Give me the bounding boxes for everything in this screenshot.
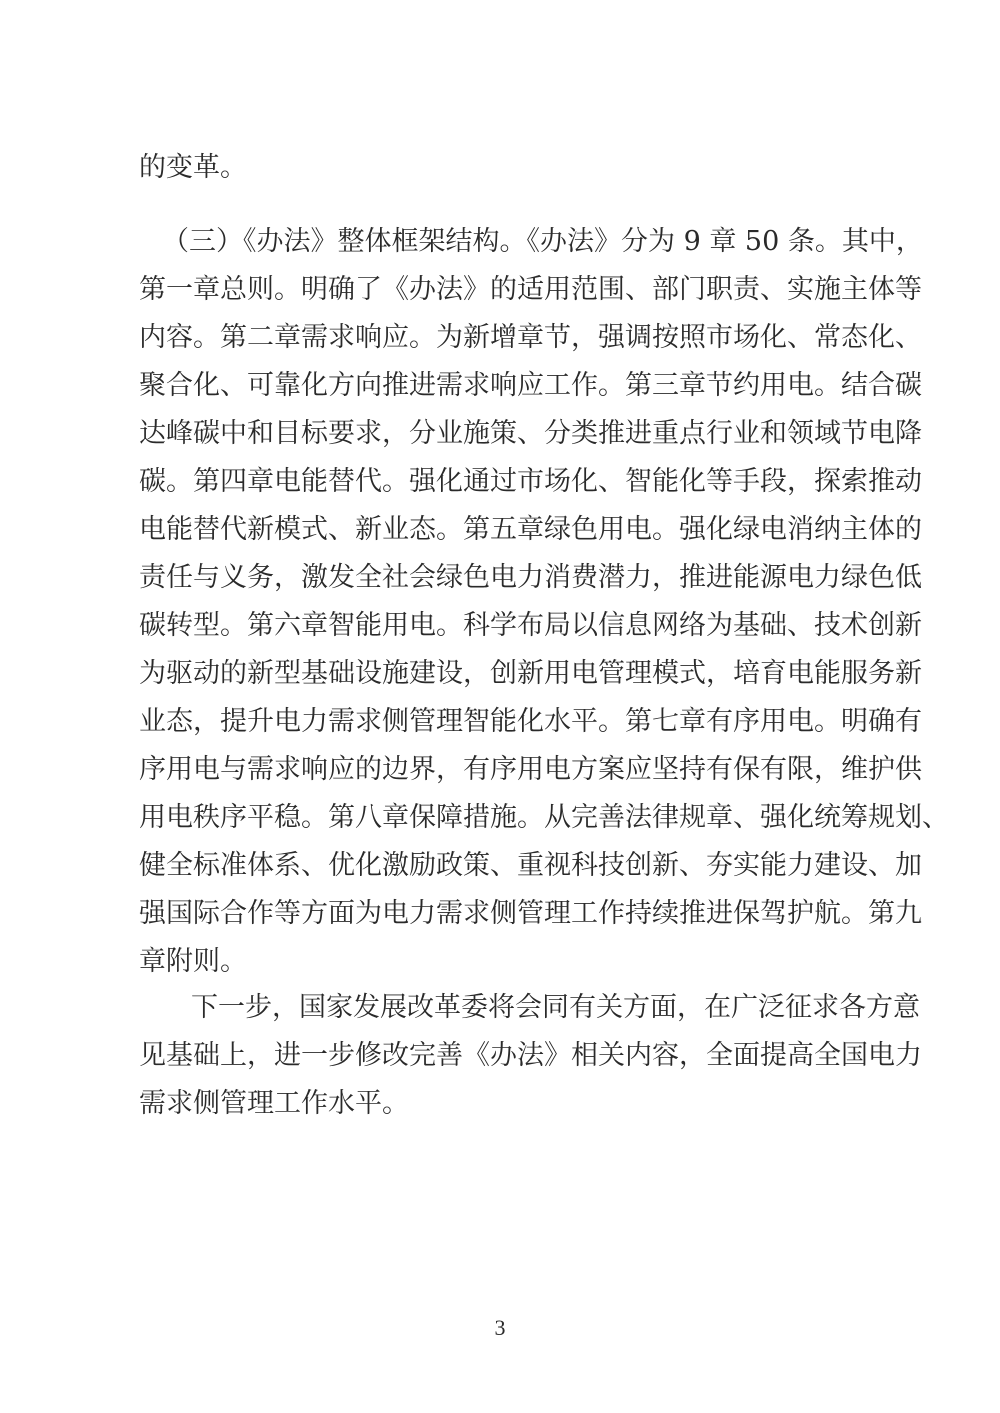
text-line: 内容。第二章需求响应。为新增章节，强调按照市场化、常态化、	[139, 322, 922, 353]
text-line: 第一章总则。明确了《办法》的适用范围、部门职责、实施主体等	[139, 274, 922, 305]
text-line: 的变革。	[139, 152, 247, 183]
text-line: 电能替代新模式、新业态。第五章绿色用电。强化绿电消纳主体的	[139, 514, 922, 545]
text-line: 健全标准体系、优化激励政策、重视科技创新、夯实能力建设、加	[139, 850, 922, 881]
text-line: 下一步，国家发展改革委将会同有关方面，在广泛征求各方意	[191, 992, 920, 1023]
text-line: 序用电与需求响应的边界，有序用电方案应坚持有保有限，维护供	[139, 754, 922, 785]
text-line: 用电秩序平稳。第八章保障措施。从完善法律规章、强化统筹规划、	[139, 802, 949, 833]
text-line: 达峰碳中和目标要求，分业施策、分类推进重点行业和领域节电降	[139, 418, 922, 449]
text-line: 见基础上，进一步修改完善《办法》相关内容，全面提高全国电力	[139, 1040, 922, 1071]
text-line: 业态，提升电力需求侧管理智能化水平。第七章有序用电。明确有	[139, 706, 922, 737]
text-line: 强国际合作等方面为电力需求侧管理工作持续推进保驾护航。第九	[139, 898, 922, 929]
text-line: 为驱动的新型基础设施建设，创新用电管理模式，培育电能服务新	[139, 658, 922, 689]
text-line: 聚合化、可靠化方向推进需求响应工作。第三章节约用电。结合碳	[139, 370, 922, 401]
text-line: 需求侧管理工作水平。	[139, 1088, 409, 1119]
text-line: 章附则。	[139, 946, 247, 977]
text-line: 碳转型。第六章智能用电。科学布局以信息网络为基础、技术创新	[139, 610, 922, 641]
text-line: 碳。第四章电能替代。强化通过市场化、智能化等手段，探索推动	[139, 466, 922, 497]
text-line: 责任与义务，激发全社会绿色电力消费潜力，推进能源电力绿色低	[139, 562, 922, 593]
page-number: 3	[494, 1315, 506, 1340]
text-line: （三）《办法》整体框架结构。《办法》分为 9 章 50 条。其中，	[162, 226, 923, 257]
